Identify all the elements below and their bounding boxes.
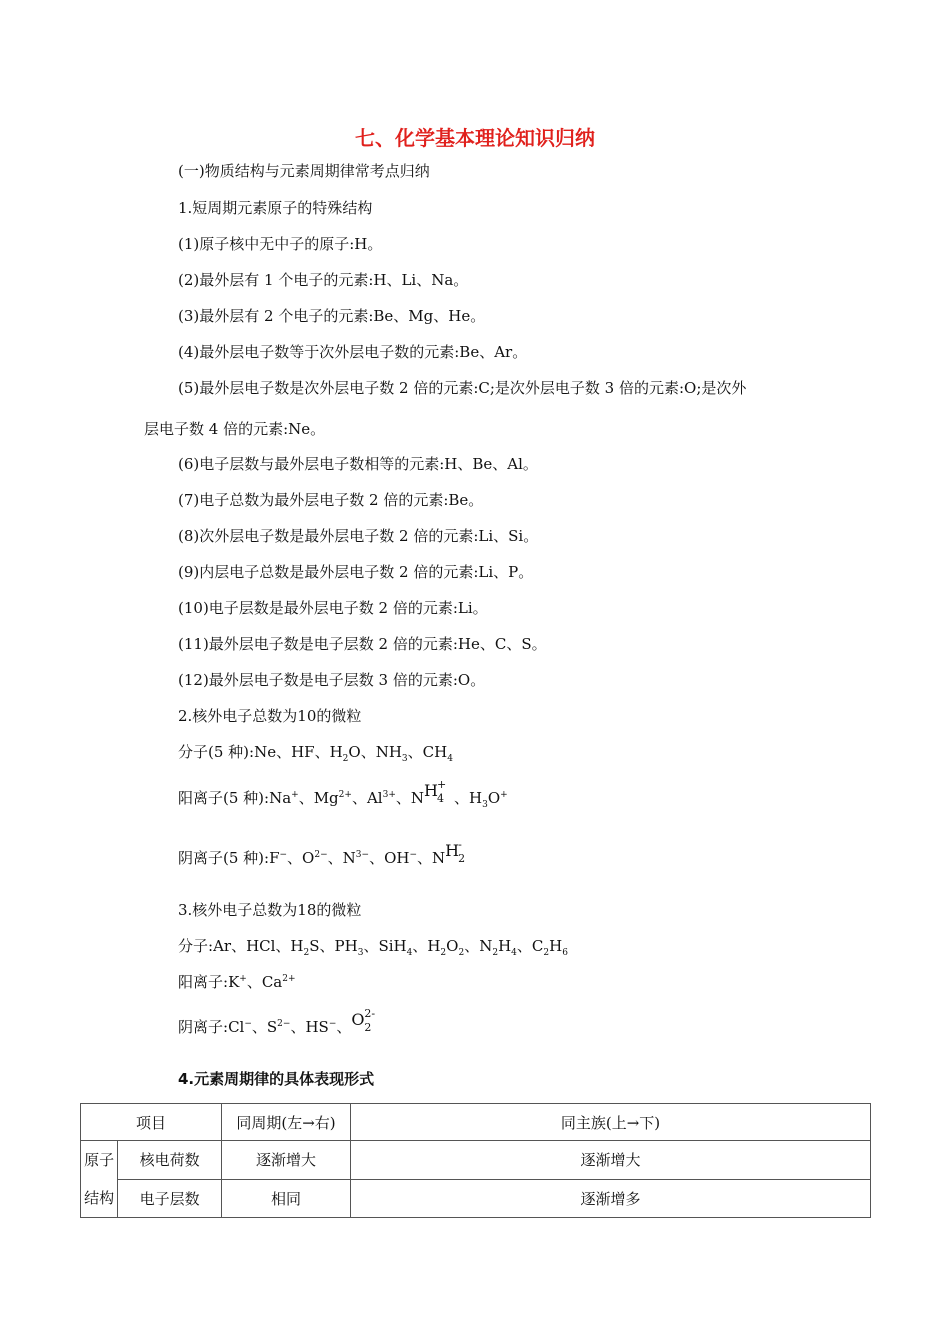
table-header-cell: 同周期(左→右) [222,1104,351,1141]
particle-label: 阴离子(5 种): [178,849,270,867]
peroxide-formula: O 2- 2 [351,1007,376,1034]
particle-list-anions: 阴离子:Cl−、$S^{2-}$、HS−、 O 2- 2 [178,1016,381,1039]
section-heading: (一)物质结构与元素周期律常考点归纳 [178,162,430,180]
particle-list-molecules: 分子(5 种):Ne、HF、$H_2O$、$NH_3$、$CH_4$ [178,743,453,764]
list-item: (4)最外层电子数等于次外层电子数的元素:Be、Ar。 [178,343,528,361]
periodic-law-table [80,1103,871,1218]
subsection-heading: 2.核外电子总数为10的微粒 [178,707,362,725]
list-item: (3)最外层有 2 个电子的元素:Be、Mg、He。 [178,307,486,325]
subsection-heading: 1.短周期元素原子的特殊结构 [178,199,373,217]
particle-label: 阴离子: [178,1018,229,1036]
table-cell: 逐渐增大 [222,1141,351,1180]
list-item: (8)次外层电子数是最外层电子数 2 倍的元素:Li、Si。 [178,527,539,545]
subsection-heading: 3.核外电子总数为18的微粒 [178,901,362,919]
list-item: (1)原子核中无中子的原子:H。 [178,235,383,253]
list-item: (9)内层电子总数是最外层电子数 2 倍的元素:Li、P。 [178,563,534,581]
particle-list-cations: 阳离子(5 种):Na+、$Mg^{2+}$、$Al^{3+}$、N H + 4 、$H_3O^+$ [178,778,508,810]
table-cell: 核电荷数 [118,1141,222,1180]
ammonium-formula: H + 4 [424,778,447,805]
particle-label: 阳离子(5 种): [178,789,270,807]
table-cell: 逐渐增大 [351,1141,871,1180]
list-item: 层电子数 4 倍的元素:Ne。 [144,420,326,438]
table-cell: 逐渐增多 [351,1179,871,1218]
page-title: 七、化学基本理论知识归纳 [355,126,595,150]
list-item: (6)电子层数与最外层电子数相等的元素:H、Be、Al。 [178,455,538,473]
particle-list-cations: 阳离子:K+、$Ca^{2+}$ [178,973,296,991]
table-header-cell: 同主族(上→下) [351,1104,871,1141]
particle-label: 阳离子: [178,973,229,991]
list-item: (11)最外层电子数是电子层数 2 倍的元素:He、C、S。 [178,635,547,653]
table-cell: 电子层数 [118,1179,222,1218]
particle-list-anions: 阴离子(5 种):F−、$O^{2-}$、$N^{3-}$、OH−、N H - 2 [178,847,475,870]
list-item: (5)最外层电子数是次外层电子数 2 倍的元素:C;是次外层电子数 3 倍的元素:O;是次外 [178,379,747,397]
table-category-cell [81,1141,118,1218]
list-item: (10)电子层数是最外层电子数 2 倍的元素:Li。 [178,599,488,617]
category-line: 结构 [84,1189,115,1207]
category-line: 原子 [84,1151,115,1169]
table-row [81,1179,871,1218]
particle-label: 分子(5 种): [178,743,255,761]
table-header-cell: 项目 [81,1104,222,1141]
table-header-row [81,1104,871,1141]
particle-list-molecules: 分子:Ar、HCl、$H_2S$、$PH_3$、SiH$_4$、$H_2O_2$、$N_2H_4$、$C_2H_6$ [178,937,568,958]
amide-formula: H - 2 [445,838,466,865]
subsection-heading: 4.元素周期律的具体表现形式 [178,1070,375,1088]
list-item: (2)最外层有 1 个电子的元素:H、Li、Na。 [178,271,469,289]
table-row [81,1141,871,1180]
list-item: (7)电子总数为最外层电子数 2 倍的元素:Be。 [178,491,484,509]
particle-label: 分子: [178,937,214,955]
table-cell: 相同 [222,1179,351,1218]
list-item: (12)最外层电子数是电子层数 3 倍的元素:O。 [178,671,486,689]
